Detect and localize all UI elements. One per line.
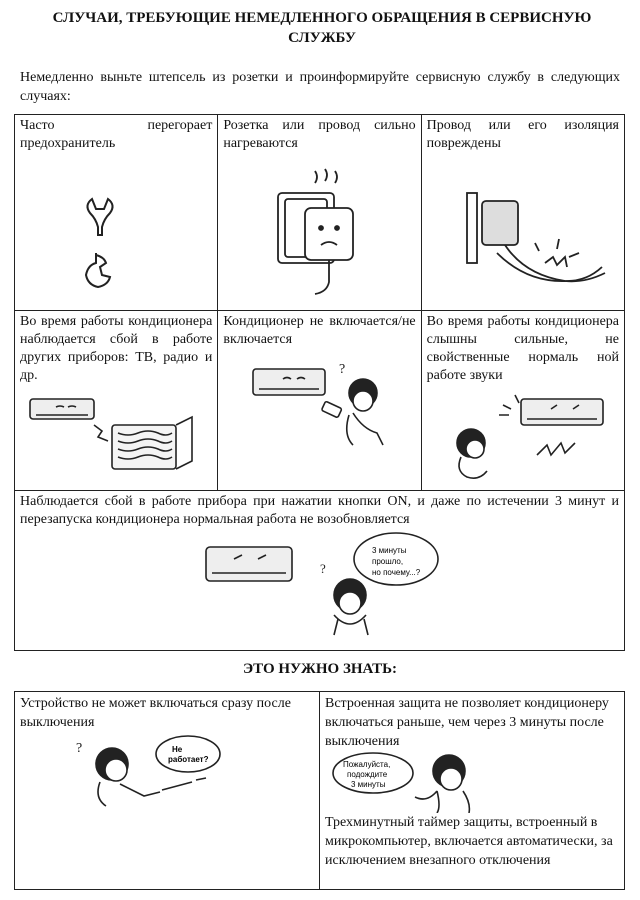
svg-text:?: ? <box>76 741 83 756</box>
case-cell-on-failure <box>15 491 625 651</box>
case-cell-noise <box>421 311 624 491</box>
note-cell-restart <box>15 692 320 890</box>
bubble-line: работает? <box>168 755 209 764</box>
note-text: Устройство не может включаться сразу после выключения <box>20 696 291 730</box>
damaged-cord-icon <box>427 153 617 303</box>
note-cell-protection <box>320 692 625 890</box>
case-cell-fuse <box>15 115 218 311</box>
case-text: Во время работы кондиционера наблюдается сбой в работе других приборов: ТВ, радио и др. <box>20 314 213 383</box>
page-title: СЛУЧАИ, ТРЕБУЮЩИЕ НЕМЕДЛЕННОГО ОБРАЩЕНИЯ В СЕРВИСНУЮ СЛУЖБУ <box>52 10 592 46</box>
bubble-line: но почему...? <box>372 568 421 577</box>
note-text-2: Трехминутный таймер защиты, встроенный в микрокомпьютер, включается автоматически, за исключением внезапного отключения <box>325 815 613 868</box>
case-cell-damaged-cord <box>421 115 624 311</box>
case-cell-interference <box>15 311 218 491</box>
case-text: Провод или его изоляция повреждены <box>426 118 619 151</box>
case-cell-hot-socket <box>218 115 421 311</box>
bubble-line: 3 минуты <box>351 780 386 789</box>
bubble-line: 3 минуты <box>372 546 407 555</box>
bubble-line: Не <box>172 745 183 754</box>
case-text: Кондиционер не включается/не включается <box>223 314 416 347</box>
cases-table <box>14 114 625 651</box>
intro-text: Немедленно выньте штепсель из розетки и проинформируйте сервисную службу в следующих случаях: <box>20 70 620 104</box>
case-text: Во время работы кондиционера слышны сильные, не свойственные нормаль ной работе звуки <box>426 314 619 383</box>
section-heading: ЭТО НУЖНО ЗНАТЬ: <box>242 661 397 677</box>
bubble-line: Пожалуйста, <box>343 760 391 769</box>
note-text: Встроенная защита не позволяет кондиционеру включаться раньше, чем через 3 минуты после выключения <box>325 696 609 749</box>
user-bubble-icon <box>20 732 310 812</box>
case-text: Часто перегорает предохранитель <box>20 118 213 151</box>
svg-text:?: ? <box>339 362 346 377</box>
noise-icon <box>427 385 617 485</box>
hot-socket-icon <box>223 153 413 303</box>
case-cell-no-start <box>218 311 421 491</box>
notes-table <box>14 691 625 890</box>
bubble-line: подождите <box>347 770 388 779</box>
bubble-line: прошло, <box>372 557 404 566</box>
remote-control-icon <box>223 349 413 449</box>
interference-tv-icon <box>20 385 210 475</box>
case-text: Наблюдается сбой в работе прибора при нажатии кнопки ON, и даже по истечении 3 минут и перезапуска кондиционера нормальная работа не возобновляется <box>20 494 619 527</box>
timer-user-icon <box>325 751 615 813</box>
svg-text:?: ? <box>320 561 326 576</box>
fuse-icon <box>20 153 210 303</box>
case-text: Розетка или провод сильно нагреваются <box>223 118 416 151</box>
confused-user-icon <box>20 529 620 637</box>
